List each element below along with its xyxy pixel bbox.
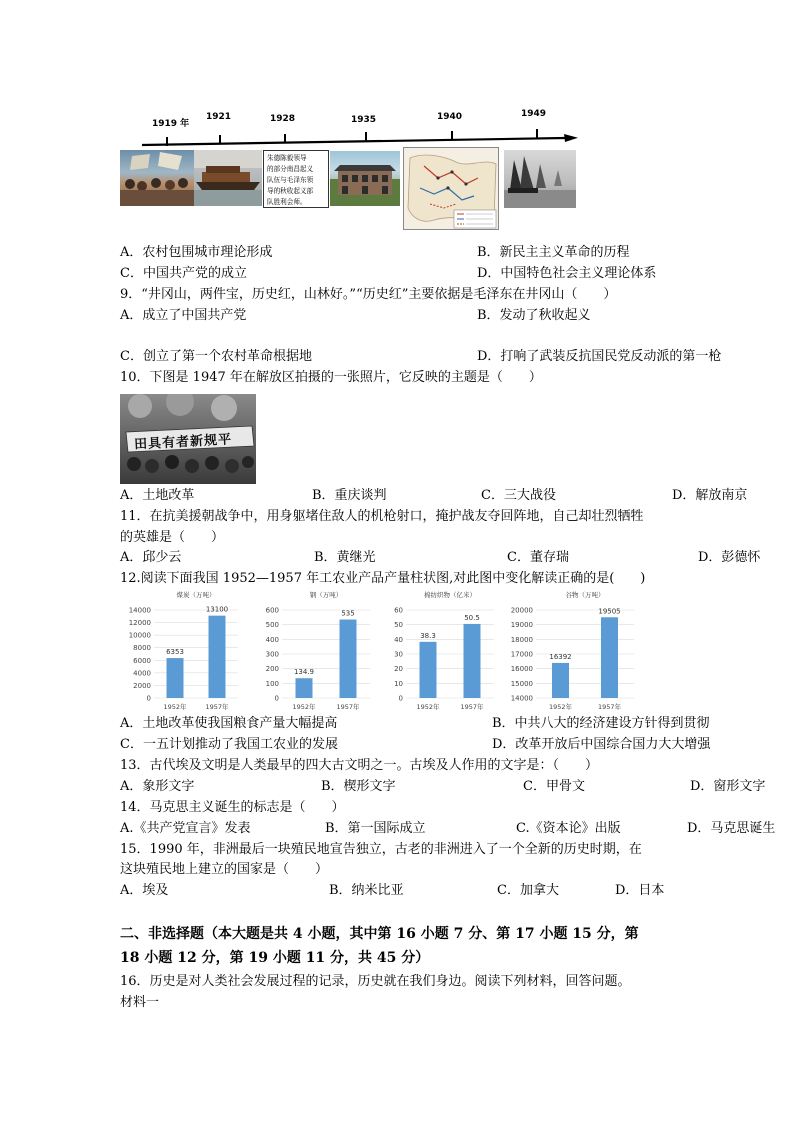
river-crossing-photo bbox=[504, 150, 576, 208]
bar-value-label: 535 bbox=[341, 609, 355, 618]
timeline-year-1928: 1928 bbox=[270, 114, 296, 124]
y-tick-label: 16000 bbox=[510, 665, 533, 674]
x-tick-label: 1957年 bbox=[460, 703, 484, 711]
q16-stem: 16．历史是对人类社会发展过程的记录，历史就在我们身边。阅读下列材料，回答问题。 bbox=[120, 974, 631, 989]
bar-value-label: 13100 bbox=[205, 605, 229, 614]
q14-option-a: A.《共产党宣言》发表 bbox=[120, 821, 251, 836]
timeline-tick bbox=[166, 137, 168, 146]
q15-stem-line2: 这块殖民地上建立的国家是（ ） bbox=[120, 862, 329, 877]
chart-title: 谷物（万吨） bbox=[565, 591, 605, 599]
box-line: 的部分南昌起义 bbox=[267, 165, 314, 173]
y-tick-label: 0 bbox=[398, 694, 403, 703]
x-tick-label: 1957年 bbox=[336, 703, 360, 711]
q12-stem: 12.阅读下面我国 1952—1957 年工农业产品产量柱状图,对此图中变化解读正确的是( ) bbox=[120, 571, 646, 586]
y-tick-label: 14000 bbox=[128, 606, 151, 615]
bar-value-label: 19505 bbox=[598, 607, 621, 616]
y-tick-label: 200 bbox=[265, 665, 279, 674]
q8-option-c: C．中国共产党的成立 bbox=[120, 266, 247, 281]
q11-option-a: A．邱少云 bbox=[120, 550, 182, 565]
y-tick-label: 20 bbox=[394, 665, 403, 674]
q9-option-a: A．成立了中国共产党 bbox=[120, 308, 247, 323]
y-tick-label: 30 bbox=[394, 650, 403, 659]
y-tick-label: 15000 bbox=[510, 679, 533, 688]
y-tick-label: 400 bbox=[265, 635, 279, 644]
y-tick-label: 10000 bbox=[128, 631, 151, 640]
photo-banner-text: 田具有者新规平 bbox=[133, 432, 233, 453]
q13-option-d: D．窗形文字 bbox=[690, 779, 766, 794]
bar bbox=[340, 620, 357, 698]
q10-option-b: B．重庆谈判 bbox=[312, 488, 387, 503]
y-tick-label: 60 bbox=[394, 606, 403, 615]
x-tick-label: 1952年 bbox=[163, 703, 187, 711]
q11-stem-line2: 的英雄是（ ） bbox=[120, 530, 225, 545]
y-tick-label: 18000 bbox=[510, 635, 533, 644]
bar bbox=[464, 624, 481, 698]
timeline-tick bbox=[536, 129, 538, 138]
y-tick-label: 40 bbox=[394, 635, 403, 644]
q11-option-c: C．董存瑞 bbox=[507, 550, 569, 565]
q8-option-b: B．新民主主义革命的历程 bbox=[477, 245, 630, 260]
timeline-year-1940: 1940 bbox=[437, 112, 463, 122]
timeline-tick bbox=[284, 134, 286, 143]
q10-option-a: A．土地改革 bbox=[120, 488, 195, 503]
y-tick-label: 50 bbox=[394, 621, 403, 630]
y-tick-label: 10 bbox=[394, 679, 403, 688]
y-tick-label: 0 bbox=[146, 694, 151, 703]
q11-option-b: B．黄继光 bbox=[314, 550, 376, 565]
bar bbox=[552, 663, 569, 698]
campaign-map bbox=[403, 147, 499, 230]
bar-value-label: 50.5 bbox=[464, 613, 480, 622]
section2-heading-line2: 18 小题 12 分，第 19 小题 11 分，共 45 分） bbox=[120, 950, 430, 966]
y-tick-label: 2000 bbox=[133, 681, 151, 690]
y-tick-label: 8000 bbox=[133, 644, 151, 653]
timeline-tick bbox=[219, 135, 221, 144]
q14-option-b: B．第一国际成立 bbox=[325, 821, 426, 836]
q15-stem-line1: 15．1990 年，非洲最后一块殖民地宣告独立，古老的非洲进入了一个全新的历史时期，在 bbox=[120, 842, 642, 857]
chart-title: 煤炭（万吨） bbox=[176, 591, 216, 599]
q12-option-c: C．一五计划推动了我国工农业的发展 bbox=[120, 737, 338, 752]
section2-heading-line1: 二、非选择题（本大题是共 4 小题，其中第 16 小题 7 分、第 17 小题 15 分，第 bbox=[120, 926, 639, 942]
y-tick-label: 0 bbox=[274, 694, 279, 703]
q14-option-c: C.《资本论》出版 bbox=[516, 821, 621, 836]
steel-chart bbox=[252, 588, 376, 714]
chart-title: 钢（万吨） bbox=[309, 591, 343, 599]
y-tick-label: 600 bbox=[265, 606, 279, 615]
timeline-year-1949: 1949 bbox=[521, 109, 547, 119]
timeline-year-1935: 1935 bbox=[351, 115, 377, 125]
q12-option-b: B．中共八大的经济建设方针得到贯彻 bbox=[492, 716, 710, 731]
q8-option-a: A．农村包围城市理论形成 bbox=[120, 245, 273, 260]
q9-option-b: B．发动了秋收起义 bbox=[477, 308, 591, 323]
q14-stem: 14．马克思主义诞生的标志是（ ） bbox=[120, 800, 345, 815]
bar-value-label: 6353 bbox=[166, 648, 184, 657]
material-one-label: 材料一 bbox=[120, 995, 160, 1010]
bar-value-label: 38.3 bbox=[420, 631, 436, 640]
may-fourth-photo bbox=[120, 150, 194, 206]
y-tick-label: 300 bbox=[265, 650, 279, 659]
q13-option-a: A．象形文字 bbox=[120, 779, 195, 794]
y-tick-label: 100 bbox=[265, 679, 279, 688]
cotton-cloth-chart bbox=[376, 588, 500, 714]
x-tick-label: 1957年 bbox=[205, 703, 229, 711]
q9-option-d: D．打响了武装反抗国民党反动派的第一枪 bbox=[477, 349, 722, 364]
q12-option-a: A．土地改革使我国粮食产量大幅提高 bbox=[120, 716, 338, 731]
y-tick-label: 4000 bbox=[133, 669, 151, 678]
q8-option-d: D．中国特色社会主义理论体系 bbox=[477, 266, 657, 281]
q13-option-b: B．楔形文字 bbox=[321, 779, 396, 794]
bar bbox=[209, 616, 226, 698]
y-tick-label: 17000 bbox=[510, 650, 533, 659]
box-line: 导的秋收起义部 bbox=[267, 187, 314, 195]
timeline-tick bbox=[451, 131, 453, 140]
zunyi-building-photo bbox=[330, 151, 400, 206]
chart-title: 棉纺织物（亿米） bbox=[424, 591, 476, 599]
box-line: 队胜利会师。 bbox=[267, 198, 307, 206]
q13-option-c: C．甲骨文 bbox=[523, 779, 585, 794]
y-tick-label: 19000 bbox=[510, 621, 533, 630]
q13-stem: 13．古代埃及文明是人类最早的四大古文明之一。古埃及人作用的文字是：（ ） bbox=[120, 758, 599, 773]
q10-stem: 10．下图是 1947 年在解放区拍摄的一张照片，它反映的主题是（ ） bbox=[120, 370, 542, 385]
q15-option-c: C．加拿大 bbox=[497, 883, 559, 898]
x-tick-label: 1952年 bbox=[292, 703, 316, 711]
jinggangshan-text-box bbox=[263, 150, 329, 208]
q11-option-d: D．彭德怀 bbox=[698, 550, 761, 565]
bar-value-label: 134.9 bbox=[293, 668, 315, 677]
timeline-year-1919: 1919 年 bbox=[152, 119, 190, 129]
q9-stem: 9．“井冈山，两件宝，历史红，山林好。”“历史红”主要依据是毛泽东在井冈山（ ） bbox=[120, 287, 617, 302]
x-tick-label: 1952年 bbox=[548, 703, 573, 711]
bar bbox=[601, 617, 618, 698]
q15-option-b: B．纳米比亚 bbox=[329, 883, 404, 898]
x-tick-label: 1957年 bbox=[597, 703, 622, 711]
bar bbox=[296, 678, 313, 698]
q14-option-d: D．马克思诞生 bbox=[687, 821, 776, 836]
land-reform-photo bbox=[120, 394, 256, 484]
q9-option-c: C．创立了第一个农村革命根据地 bbox=[120, 349, 312, 364]
box-line: 朱德陈毅领导 bbox=[267, 154, 307, 162]
bar bbox=[420, 642, 437, 698]
q15-option-d: D．日本 bbox=[615, 883, 665, 898]
y-tick-label: 20000 bbox=[510, 606, 533, 615]
timeline-year-1921: 1921 bbox=[206, 112, 232, 122]
y-tick-label: 6000 bbox=[133, 656, 151, 665]
bar bbox=[167, 658, 184, 698]
coal-chart bbox=[118, 588, 244, 714]
bar-value-label: 16392 bbox=[549, 652, 572, 661]
q11-stem-line1: 11．在抗美援朝战争中，用身躯堵住敌人的机枪射口，掩护战友夺回阵地，自己却壮烈牺牲 bbox=[120, 509, 644, 524]
y-tick-label: 500 bbox=[265, 621, 279, 630]
grain-chart bbox=[500, 588, 640, 714]
q15-option-a: A．埃及 bbox=[120, 883, 169, 898]
q10-option-d: D．解放南京 bbox=[672, 488, 748, 503]
q10-option-c: C．三大战役 bbox=[481, 488, 556, 503]
red-boat-photo bbox=[194, 150, 262, 206]
y-tick-label: 14000 bbox=[510, 694, 533, 703]
q12-option-d: D．改革开放后中国综合国力大大增强 bbox=[492, 737, 711, 752]
timeline-axis bbox=[140, 134, 580, 148]
box-line: 队伍与毛泽东领 bbox=[267, 176, 314, 184]
x-tick-label: 1952年 bbox=[416, 703, 440, 711]
y-tick-label: 12000 bbox=[128, 619, 151, 628]
timeline-tick bbox=[365, 132, 367, 141]
